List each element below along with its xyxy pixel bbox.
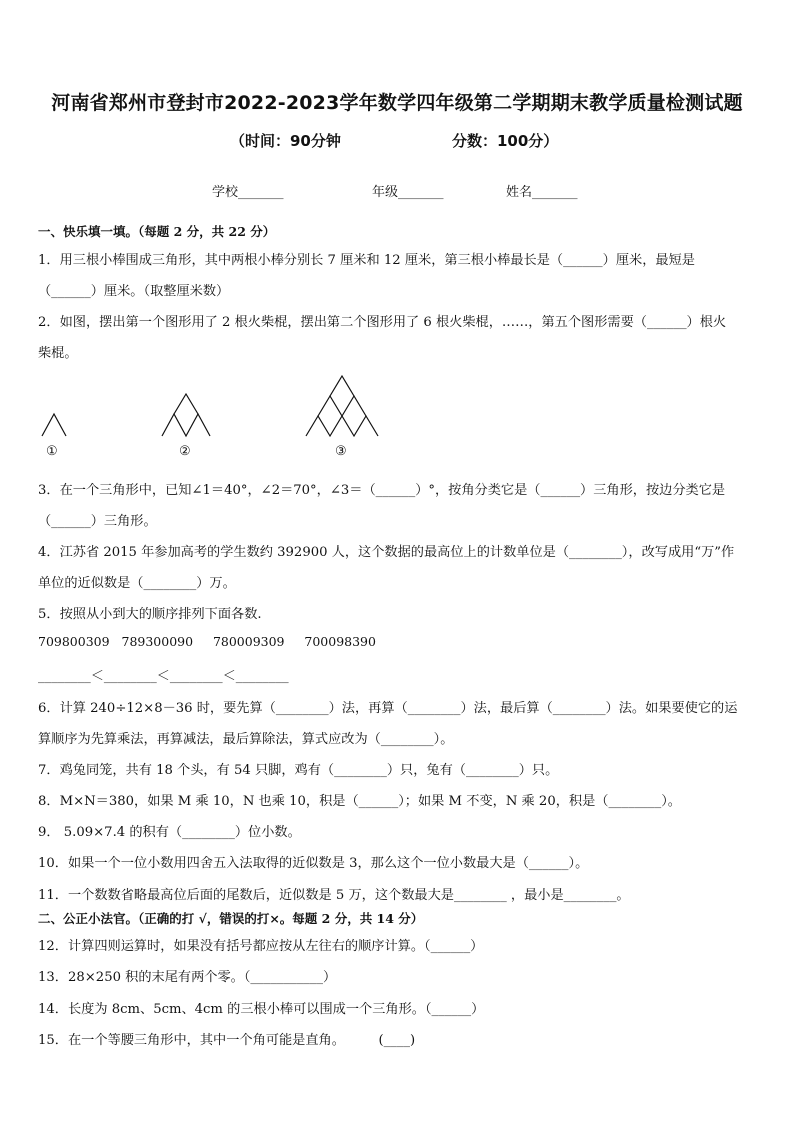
section-1-heading: 一、快乐填一填。（每题 2 分，共 22 分） [38,224,276,239]
question-4-line-2: 单位的近似数是（________）万。 [38,576,236,591]
figure-1 [42,414,66,436]
figure-2 [162,394,210,436]
question-1-line-2: （______）厘米。（取整厘米数） [38,284,230,299]
question-14: 14．长度为 8cm、5cm、4cm 的三根小棒可以围成一个三角形。（______） [38,1002,485,1017]
question-3-line-1: 3．在一个三角形中，已知∠1＝40°，∠2＝70°，∠3＝（______）°，按角分类它是（______）三角形，按边分类它是 [38,483,726,498]
question-12: 12．计算四则运算时，如果没有括号都应按从左往右的顺序计算。（______） [38,939,484,954]
question-2-line-2: 柴棍。 [38,346,78,361]
question-2-line-1: 2．如图，摆出第一个图形用了 2 根火柴棍，摆出第二个图形用了 6 根火柴棍，……，第五个图形需要（______）根火 [38,315,727,330]
page-title: 河南省郑州市登封市2022-2023学年数学四年级第二学期期末教学质量检测试题 [51,92,743,114]
grade-field: 年级_______ [372,185,444,200]
question-3-line-2: （______）三角形。 [38,514,157,529]
question-5-blanks: ________＜________＜________＜________ [38,669,289,684]
question-7: 7．鸡兔同笼，共有 18 个头，有 54 只脚，鸡有（________）只，兔有（________）只。 [38,763,559,778]
question-11: 11．一个数数省略最高位后面的尾数后，近似数是 5 万，这个数最大是________ ，最小是________。 [38,888,630,903]
question-9: 9． 5.09×7.4 的积有（________）位小数。 [38,825,301,840]
section-2-heading: 二、公正小法官。（正确的打 √，错误的打×。每题 2 分，共 14 分） [38,911,424,926]
school-field: 学校_______ [212,185,284,200]
question-13: 13．28×250 积的末尾有两个零。（___________） [38,970,337,985]
name-field: 姓名_______ [506,185,578,200]
exam-score: 分数：100分） [452,132,559,150]
figure-3-label: ③ [335,444,347,459]
question-6-line-2: 算顺序为先算乘法，再算减法，最后算除法，算式应改为（________）。 [38,732,454,747]
question-6-line-1: 6．计算 240÷12×8－36 时，要先算（________）法，再算（________）法，最后算（________）法。如果要使它的运 [38,701,738,716]
question-10: 10．如果一个一位小数用四舍五入法取得的近似数是 3，那么这个一位小数最大是（______）。 [38,856,589,871]
question-8: 8．M×N＝380，如果 M 乘 10，N 也乘 10，积是（______）；如果 M 不变，N 乘 20，积是（________）。 [38,794,681,809]
figure-1-label: ① [46,444,58,459]
exam-time: （时间：90分钟 [230,132,341,150]
question-5-line-1: 5．按照从小到大的顺序排列下面各数. [38,607,262,622]
figure-2-label: ② [179,444,191,459]
question-4-line-1: 4．江苏省 2015 年参加高考的学生数约 392900 人，这个数据的最高位上的计数单位是（________），改写成用“万”作 [38,545,735,560]
figure-3 [306,376,378,436]
question-5-numbers: 709800309 789300090 780009309 700098390 [38,634,376,649]
question-15: 15．在一个等腰三角形中，其中一个角可能是直角。 (____) [38,1033,416,1048]
matchstick-figures [0,370,794,440]
question-1-line-1: 1．用三根小棒围成三角形，其中两根小棒分别长 7 厘米和 12 厘米，第三根小棒最长是（______）厘米，最短是 [38,253,695,268]
